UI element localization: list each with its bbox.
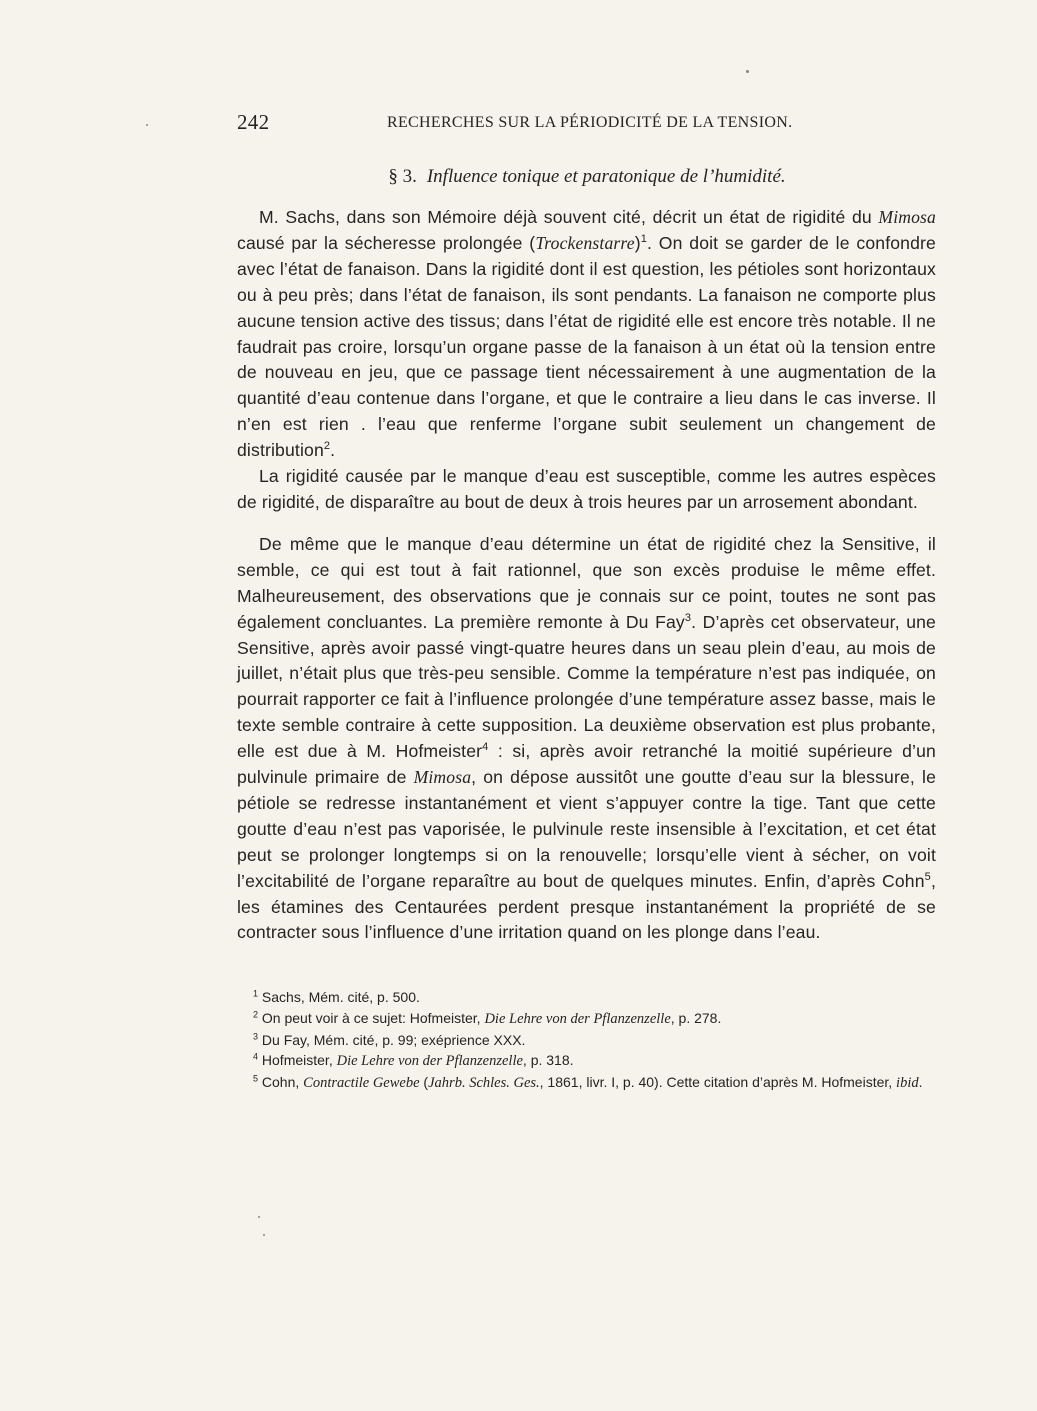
footnote-mark: 3: [253, 1030, 259, 1041]
text-run: . On doit se garder de le confondre avec l’état de fanaison. Dans la rigidité dont il est question, les pétioles sont horizontaux ou à peu près; dans l’état de fanaison, ils sont pendants. La fanaison ne comporte plus aucune tension active des tissus; dans l’état de rigidité elle est encore très notable. Il ne faudrait pas croire, lorsqu’un organe passe de la fanaison à un état où la tension entre de nouveau en jeu, que ce passage tient nécessairement à une augmentation de la quantité d’eau contenue dans l’organe, et que le contraire a lieu dans le cas inverse. Il n’en est rien . l’eau que renferme l’organe subit seulement un changement de distribution: [237, 232, 936, 461]
text-run: De même que le manque d’eau détermine un état de rigidité chez la Sensitive, il semble, ce qui est tout à fait rationnel, que son excès produise le même effet. Malheureusement, des observations que je connais sur ce point, toutes ne sont pas également concluantes. La première remonte à Du Fay: [237, 533, 936, 632]
paragraph: La rigidité causée par le manque d’eau est susceptible, comme les autres espèces de rigidité, de disparaître au bout de deux à trois heures par un arrosement abondant.: [237, 466, 936, 512]
footnote-italic: ibid: [896, 1075, 919, 1092]
footnote-ref: 2: [323, 440, 331, 453]
footnote: [237, 1072, 936, 1094]
text-run: ): [634, 232, 641, 253]
footnote-mark: 2: [253, 1009, 259, 1020]
footnote-ref: 4: [482, 741, 489, 754]
text-run: , les étamines des Centaurées perdent presque instantanément la propriété de se contracter sous l’influence d’une irritation quand on les plonge dans l’eau.: [237, 870, 936, 943]
footnote-text: Du Fay, Mém. cité, p. 99; exéprience XXX.: [261, 1031, 526, 1048]
footnotes: [237, 987, 936, 1094]
footnote-ref: 5: [924, 870, 931, 883]
text-run: , on dépose aussitôt une goutte d’eau sur la blessure, le pétiole se redresse instantanément et vient s’appuyer contre la tige. Tant que cette goutte d’eau n’est pas vaporisée, le pulvinule reste insensible à l’excitation, et cet état peut se prolonger longtemps si on la renouvelle; lorsqu’elle vient à sécher, on voit l’excitabilité de l’organe reparaître au bout de quelques minutes. Enfin, d’après Cohn: [237, 767, 937, 891]
paper-speck: [146, 124, 148, 126]
page-number: 242: [237, 110, 270, 134]
footnote-italic: Jahrb. Schles. Ges.: [428, 1075, 540, 1092]
footnote-text: , p. 318.: [522, 1052, 574, 1069]
running-title: RECHERCHES SUR LA PÉRIODICITÉ DE LA TENSION.: [387, 114, 793, 131]
paper-speck: [263, 1234, 265, 1236]
footnote-text: .: [918, 1074, 923, 1091]
footnote: [237, 1030, 936, 1051]
footnote-text: (: [419, 1074, 429, 1091]
footnote-text: Cohn,: [261, 1074, 304, 1091]
footnote: [237, 1050, 936, 1072]
paragraph: [237, 532, 936, 947]
text-run: . D’après cet observateur, une Sensitive, après avoir passé vingt-quatre heures dans un seau plein d’eau, au mois de juillet, n’était plus que très-peu sensible. Comme la température n’est pas indiquée, on pourrait rapporter ce fait à l’influence prolongée d’une température assez basse, mais le texte semble contraire à cette supposition. La deuxième observation est plus probante, elle est due à M. Hofmeister: [237, 611, 936, 762]
footnote-italic: Contractile Gewebe: [303, 1075, 420, 1092]
text-run: : si, après avoir retranché la moitié supérieure d’un pulvinule primaire de: [237, 741, 936, 788]
footnote-ref: 1: [640, 233, 647, 246]
footnote-mark: 5: [253, 1073, 259, 1084]
main-text: [237, 205, 936, 946]
text-run: M. Sachs, dans son Mémoire déjà souvent cité, décrit un état de rigidité du: [259, 207, 879, 227]
italic-term: Mimosa: [413, 767, 472, 788]
footnote-text: , 1861, livr. I, p. 40). Cette citation d’après M. Hofmeister,: [539, 1074, 897, 1091]
italic-term: Trockenstarre: [535, 232, 635, 253]
footnote-mark: 4: [253, 1051, 259, 1062]
paper-speck: [258, 1216, 260, 1218]
italic-term: Mimosa: [878, 207, 936, 227]
paper-speck: [746, 70, 749, 73]
footnote-italic: Die Lehre von der Pflanzenzelle: [336, 1053, 523, 1070]
text-run: causé par la sécheresse prolongée (: [237, 232, 536, 253]
footnote-italic: Die Lehre von der Pflanzenzelle: [484, 1010, 671, 1027]
section-heading: [237, 166, 937, 188]
footnote-text: On peut voir à ce sujet: Hofmeister,: [261, 1009, 485, 1026]
section-title: Influence tonique et paratonique de l’humidité.: [426, 166, 786, 187]
paragraph: [237, 205, 936, 464]
footnote-ref: 3: [684, 611, 692, 624]
footnote-mark: 1: [253, 988, 259, 999]
footnote: [237, 1008, 936, 1030]
footnote-text: Hofmeister,: [261, 1052, 337, 1069]
section-number: § 3.: [388, 166, 417, 187]
footnote-text: Sachs, Mém. cité, p. 500.: [261, 989, 420, 1005]
footnote: [237, 987, 936, 1008]
footnote-text: , p. 278.: [670, 1009, 722, 1026]
text-run: .: [330, 440, 336, 461]
